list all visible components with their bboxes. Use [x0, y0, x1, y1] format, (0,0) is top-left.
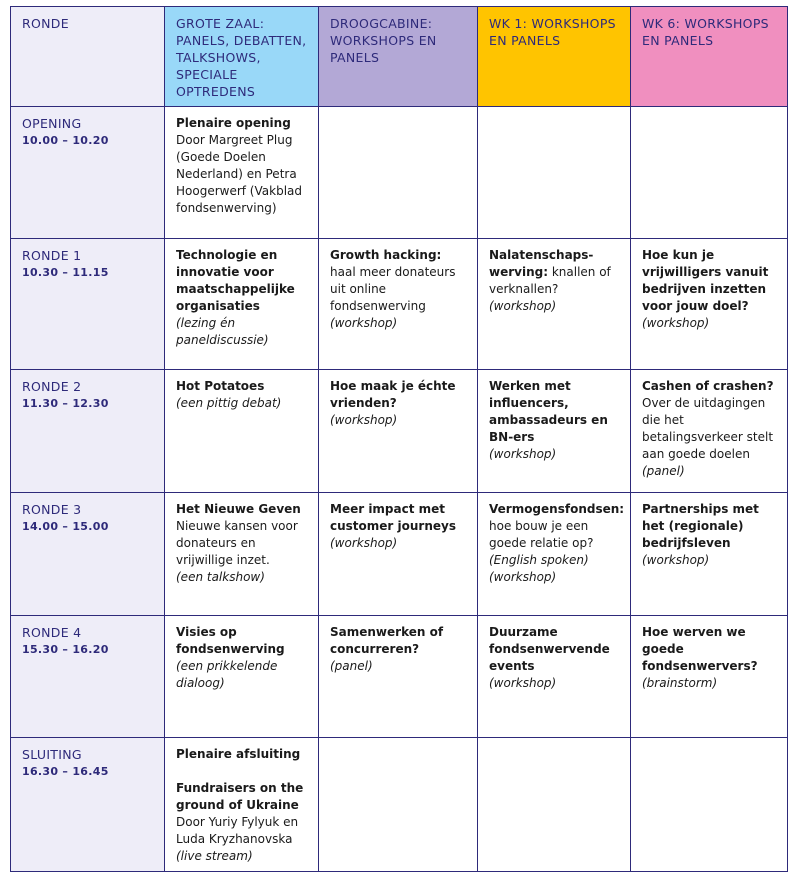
session-cell — [165, 370, 319, 493]
round-name: OPENING — [22, 116, 82, 131]
empty-cell — [478, 738, 631, 872]
session-cell — [478, 239, 631, 370]
session-title: Hoe kun je vrijwilligers vanuit bedrijven inzetten voor jouw doel? — [642, 248, 769, 313]
session-cell — [165, 239, 319, 370]
session-cell — [478, 370, 631, 493]
session-cell — [478, 616, 631, 738]
session-format: (workshop) — [330, 316, 398, 330]
empty-cell — [319, 738, 478, 872]
empty-cell — [631, 107, 788, 239]
session-format: (workshop) — [489, 447, 557, 461]
session-text: Door Yuriy Fylyuk en Luda Kryzhanovska — [176, 815, 299, 846]
session-format: (brainstorm) — [642, 676, 718, 690]
session-cell — [165, 107, 319, 239]
schedule-table — [10, 6, 788, 872]
round-cell — [11, 738, 165, 872]
round-time: 16.30 – 16.45 — [22, 765, 109, 778]
session-text: knallen of verknallen? — [489, 265, 611, 296]
session-format: (een talkshow) — [176, 570, 265, 584]
round-time: 14.00 – 15.00 — [22, 520, 109, 533]
session-cell — [631, 239, 788, 370]
session-format: (workshop) — [330, 413, 398, 427]
session-title: Partnerships met het (regionale) bedrijfsleven — [642, 502, 759, 550]
round-name: RONDE 3 — [22, 502, 82, 517]
row-ronde-1 — [11, 239, 788, 370]
session-format: (een pittig debat) — [176, 396, 282, 410]
empty-cell — [478, 107, 631, 239]
session-format: (workshop) — [330, 536, 398, 550]
session-cell — [319, 616, 478, 738]
session-cell — [319, 239, 478, 370]
row-ronde-2 — [11, 370, 788, 493]
session-format: (live stream) — [176, 849, 253, 863]
session-text: Nieuwe kansen voor donateurs en vrijwillige inzet. — [176, 519, 298, 567]
session-text: Over de uitdagingen die het betalingsverkeer stelt aan goede doelen — [642, 396, 774, 461]
round-cell — [11, 616, 165, 738]
session-title: Nalatenschaps-werving: — [489, 248, 594, 279]
row-ronde-4 — [11, 616, 788, 738]
round-name: SLUITING — [22, 747, 82, 762]
round-cell — [11, 239, 165, 370]
session-title: Het Nieuwe Geven — [176, 502, 301, 516]
session-cell — [319, 370, 478, 493]
session-title: Cashen of crashen? — [642, 379, 774, 393]
session-title: Werken met influencers, ambassadeurs en BN-ers — [489, 379, 608, 444]
round-time: 10.30 – 11.15 — [22, 266, 109, 279]
session-format: (workshop) — [489, 570, 557, 584]
session-format: (lezing én paneldiscussie) — [176, 316, 269, 347]
session-format: (panel) — [642, 464, 685, 478]
session-title: Growth hacking: — [330, 248, 442, 262]
session-cell — [165, 493, 319, 616]
session-title: Visies op fondsenwerving — [176, 625, 285, 656]
session-format: (workshop) — [642, 553, 710, 567]
session-title: Samenwerken of concurreren? — [330, 625, 444, 656]
session-language: (English spoken) — [489, 553, 589, 567]
round-cell — [11, 107, 165, 239]
header-ronde: RONDE — [11, 7, 165, 107]
session-title: Hot Potatoes — [176, 379, 265, 393]
header-wk1: WK 1: WORKSHOPS EN PANELS — [478, 7, 631, 107]
session-format: (panel) — [330, 659, 373, 673]
round-cell — [11, 370, 165, 493]
header-wk6: WK 6: WORKSHOPS EN PANELS — [631, 7, 788, 107]
header-droogcabine: DROOGCABINE: WORKSHOPS EN PANELS — [319, 7, 478, 107]
session-format: (workshop) — [489, 299, 557, 313]
session-format: (workshop) — [642, 316, 710, 330]
session-format: (een prikkelende dialoog) — [176, 659, 278, 690]
session-title: Hoe werven we goede fondsenwervers? — [642, 625, 758, 673]
round-time: 15.30 – 16.20 — [22, 643, 109, 656]
round-time: 11.30 – 12.30 — [22, 397, 109, 410]
header-grote-zaal: GROTE ZAAL: PANELS, DEBATTEN, TALKSHOWS, SPECIALE OPTREDENS — [165, 7, 319, 107]
header-row — [11, 7, 788, 107]
session-cell — [478, 493, 631, 616]
session-title: Plenaire afsluiting — [176, 747, 301, 761]
round-cell — [11, 493, 165, 616]
session-text: Door Margreet Plug (Goede Doelen Nederland) en Petra Hoogerwerf (Vakblad fondsenwerving) — [176, 133, 302, 215]
empty-cell — [631, 738, 788, 872]
row-opening — [11, 107, 788, 239]
row-ronde-3 — [11, 493, 788, 616]
session-title: Vermogensfondsen: — [489, 502, 625, 516]
round-time: 10.00 – 10.20 — [22, 134, 109, 147]
session-format: (workshop) — [489, 676, 557, 690]
session-subtitle: Fundraisers on the ground of Ukraine — [176, 781, 304, 812]
session-title: Duurzame fondsenwervende events — [489, 625, 610, 673]
round-name: RONDE 1 — [22, 248, 82, 263]
session-title: Technologie en innovatie voor maatschappelijke organisaties — [176, 248, 295, 313]
round-name: RONDE 2 — [22, 379, 82, 394]
session-cell — [165, 616, 319, 738]
session-cell — [631, 616, 788, 738]
session-text: hoe bouw je een goede relatie op? — [489, 519, 594, 550]
session-cell — [631, 493, 788, 616]
session-title: Hoe maak je échte vrienden? — [330, 379, 456, 410]
session-title: Meer impact met customer journeys — [330, 502, 456, 533]
session-cell — [631, 370, 788, 493]
row-sluiting — [11, 738, 788, 872]
session-title: Plenaire opening — [176, 116, 291, 130]
empty-cell — [319, 107, 478, 239]
session-cell — [319, 493, 478, 616]
round-name: RONDE 4 — [22, 625, 82, 640]
session-text: haal meer donateurs uit online fondsenwerving — [330, 265, 456, 313]
session-cell — [165, 738, 319, 872]
